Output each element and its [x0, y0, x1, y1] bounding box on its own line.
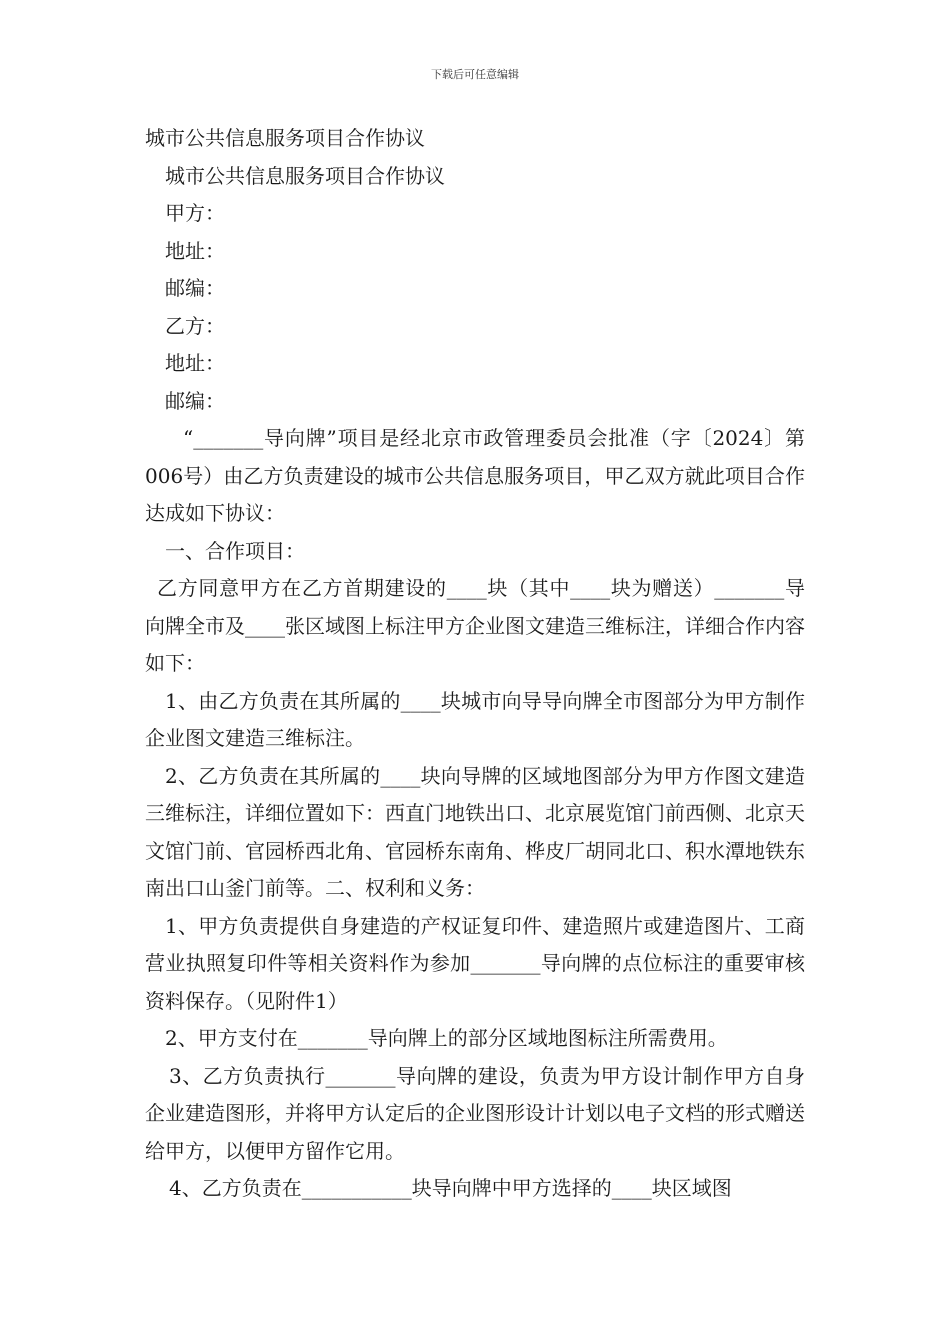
agreement-heading: 城市公共信息服务项目合作协议 — [165, 163, 445, 188]
section-cooperation-heading: 一、合作项目： — [165, 538, 305, 563]
obligation-4-paragraph: 4、乙方负责在___________块导向牌中甲方选择的____块区域图 — [169, 1176, 732, 1200]
obligation-3-paragraph: 3、乙方负责执行_______导向牌的建设，负责为甲方设计制作甲方自身企业建造图形，并将甲方认定后的企业图形设计计划以电子文档的形式赠送给甲方，以便甲方留作它用。 — [145, 1063, 805, 1163]
clause-2-paragraph: 2、乙方负责在其所属的____块向导牌的区域地图部分为甲方作图文建造三维标注，详细位置如下：西直门地铁出口、北京展览馆门前西侧、北京天文馆门前、官园桥西北角、官园桥东南角、桦皮厂胡同北口、积水潭地铁东南出口山釜门前等。二、权利和义务： — [145, 763, 805, 900]
party-b-address-label: 地址： — [165, 351, 225, 375]
preamble-paragraph: “_______导向牌”项目是经北京市政管理委员会批准（字〔2024〕第006号）由乙方负责建设的城市公共信息服务项目，甲乙双方就此项目合作达成如下协议： — [145, 426, 805, 525]
page-header-note: 下载后可任意编辑 — [431, 68, 519, 81]
party-b-label: 乙方： — [165, 313, 225, 338]
document-title: 城市公共信息服务项目合作协议 — [145, 126, 425, 150]
party-b-postcode-label: 邮编： — [165, 388, 225, 413]
party-a-address-label: 地址： — [165, 238, 225, 263]
obligation-2-paragraph: 2、甲方支付在_______导向牌上的部分区域地图标注所需费用。 — [165, 1026, 728, 1050]
document-body — [145, 120, 805, 1208]
clause-1-paragraph: 1、由乙方负责在其所属的____块城市向导导向牌全市图部分为甲方制作企业图文建造三维标注。 — [145, 688, 805, 750]
party-a-postcode-label: 邮编： — [165, 276, 225, 300]
party-a-label: 甲方： — [165, 201, 225, 225]
cooperation-paragraph: 乙方同意甲方在乙方首期建设的____块（其中____块为赠送）_______导向牌全市及____张区域图上标注甲方企业图文建造三维标注，详细合作内容如下： — [145, 576, 805, 675]
obligation-1-paragraph: 1、甲方负责提供自身建造的产权证复印件、建造照片或建造图片、工商营业执照复印件等相关资料作为参加_______导向牌的点位标注的重要审核资料保存。（见附件1） — [145, 913, 805, 1013]
